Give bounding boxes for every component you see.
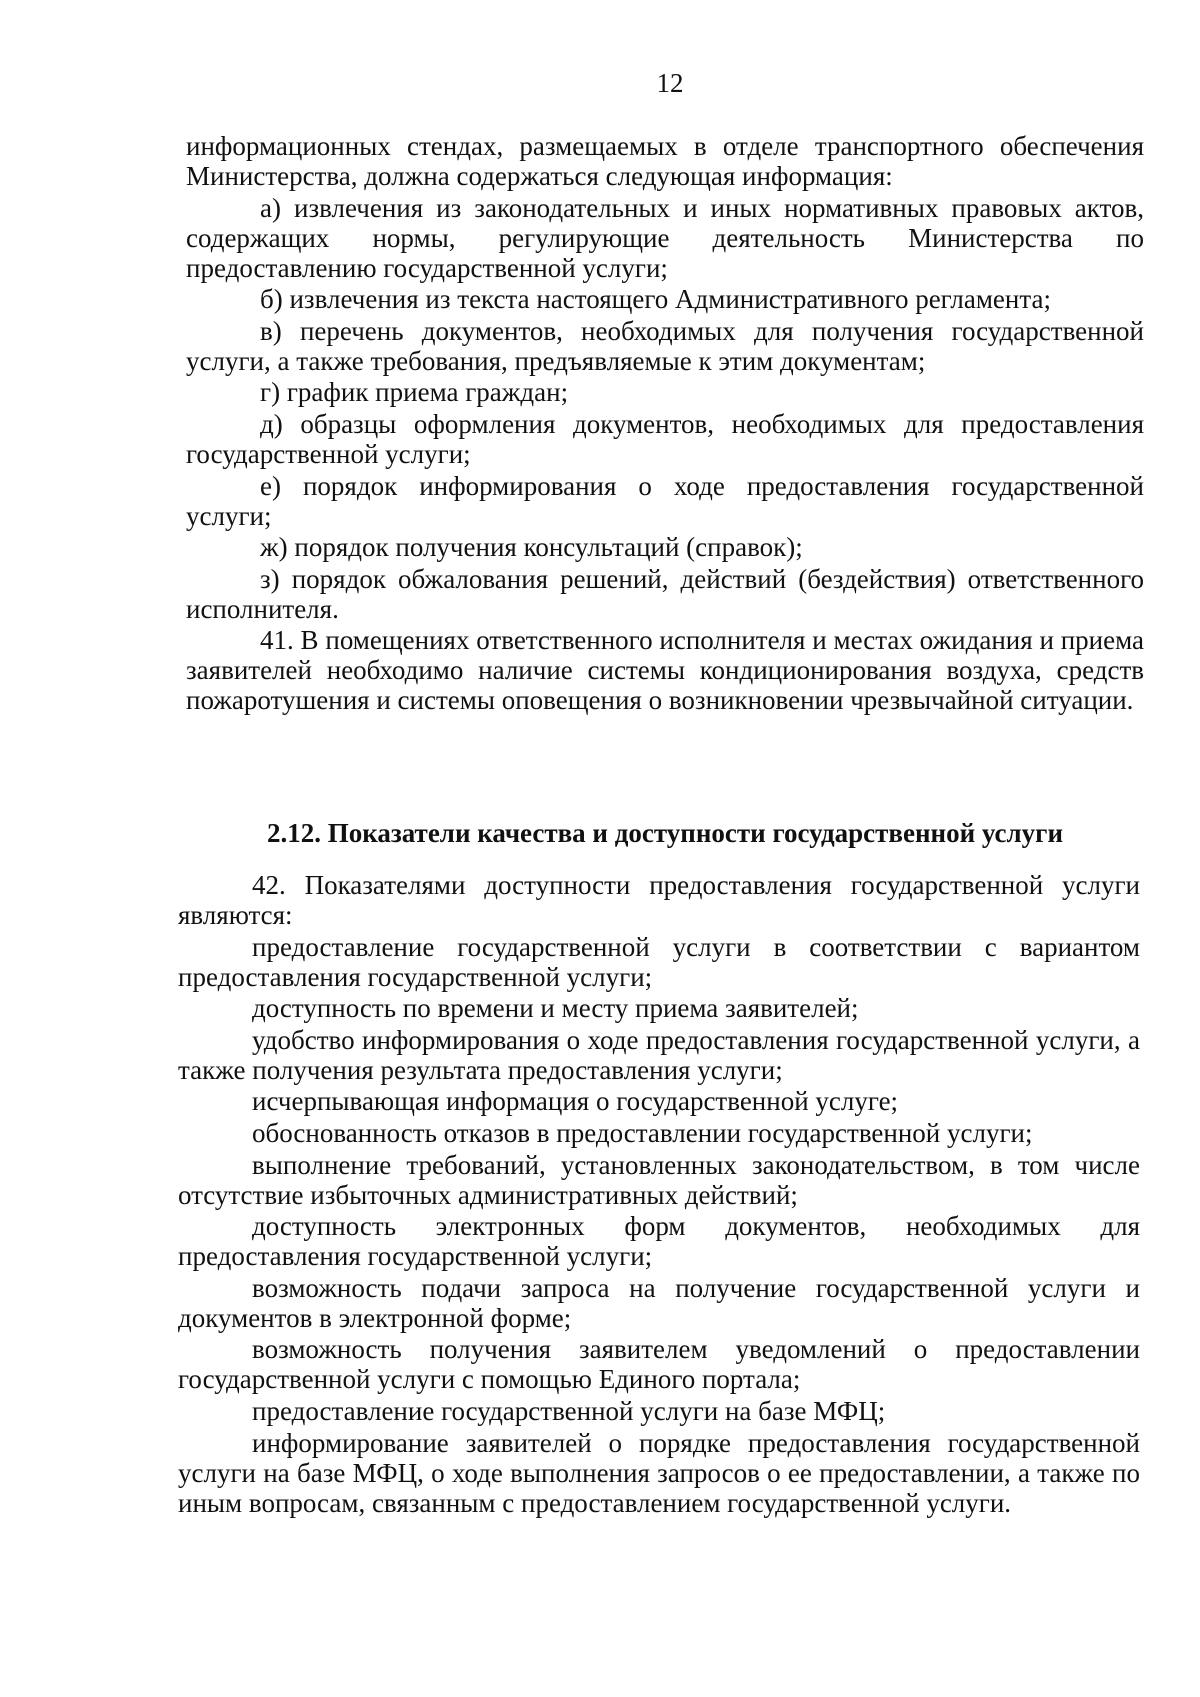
paragraph: е) порядок информирования о ходе предоставления государственной услуги; [186,470,1144,531]
paragraph: з) порядок обжалования решений, действий (бездействия) ответственного исполнителя. [186,563,1144,624]
paragraph: а) извлечения из законодательных и иных нормативных правовых актов, содержащих нормы, регулирующие деятельность Министерства по предоставлению государственной услуги; [186,192,1144,283]
paragraph: возможность получения заявителем уведомлений о предоставлении государственной услуги с помощью Единого портала; [178,1334,1140,1395]
upper-text-block [186,131,1144,717]
section-heading: 2.12. Показатели качества и доступности государственной услуги [267,818,1063,848]
paragraph: в) перечень документов, необходимых для получения государственной услуги, а также требования, предъявляемые к этим документам; [186,315,1144,376]
paragraph: доступность по времени и месту приема заявителей; [252,993,859,1024]
paragraph: ж) порядок получения консультаций (справок); [260,532,803,563]
paragraph: выполнение требований, установленных законодательством, в том числе отсутствие избыточных административных действий; [178,1149,1140,1210]
paragraph: исчерпывающая информация о государственной услуге; [252,1086,899,1117]
paragraph: д) образцы оформления документов, необходимых для предоставления государственной услуги; [186,408,1144,469]
paragraph: предоставление государственной услуги на базе МФЦ; [252,1395,886,1426]
paragraph: б) извлечения из текста настоящего Административного регламента; [260,284,1051,315]
paragraph: обоснованность отказов в предоставлении государственной услуги; [252,1117,1033,1148]
paragraph: возможность подачи запроса на получение государственной услуги и документов в электронной форме; [178,1272,1140,1333]
paragraph: 42. Показателями доступности предоставления государственной услуги являются: [178,870,1140,930]
paragraph: удобство информирования о ходе предоставления государственной услуги, а также получения результата предоставления услуги; [178,1024,1140,1085]
paragraph: доступность электронных форм документов, необходимых для предоставления государственной услуги; [178,1211,1140,1272]
paragraph: г) график приема граждан; [260,377,569,408]
page-number: 12 [656,68,684,98]
paragraph: информирование заявителей о порядке предоставления государственной услуги на базе МФЦ, о ходе выполнения запросов о ее предоставлении, а также по иным вопросам, связанным с предоставлением государственной услуги. [178,1427,1140,1518]
paragraph: предоставление государственной услуги в соответствии с вариантом предоставления государственной услуги; [178,931,1140,992]
paragraph: 41. В помещениях ответственного исполнителя и местах ожидания и приема заявителей необходимо наличие системы кондиционирования воздуха, средств пожаротушения и системы оповещения о возникновении чрезвычайной ситуации. [186,625,1144,716]
paragraph: информационных стендах, размещаемых в отделе транспортного обеспечения Министерства, должна содержаться следующая информация: [186,131,1144,191]
lower-text-block [178,870,1140,1519]
